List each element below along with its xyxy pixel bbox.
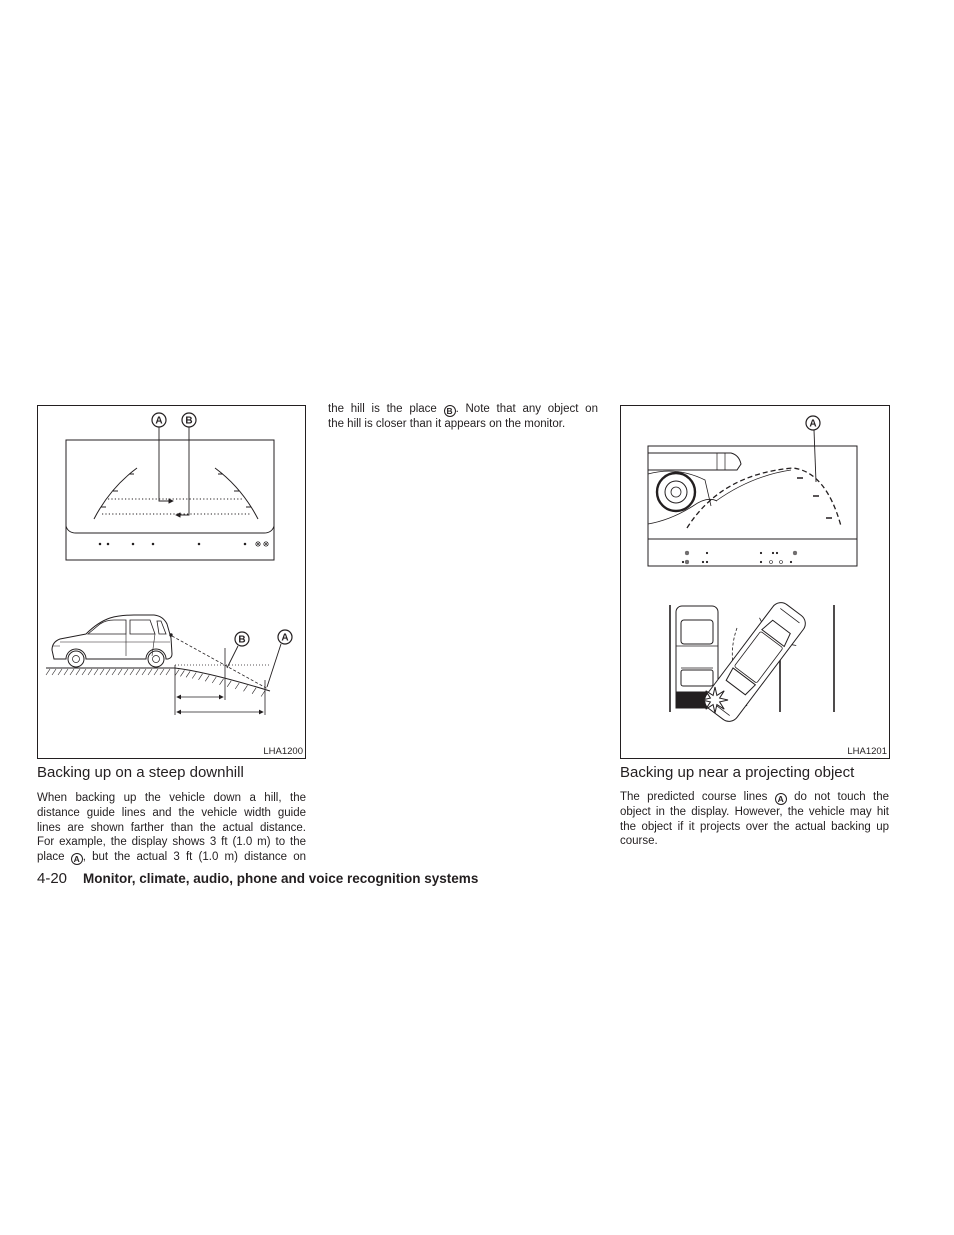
bumper bbox=[648, 453, 741, 470]
monitor-frame bbox=[648, 446, 857, 566]
text-line: object in the display. However, the vehicle may hit bbox=[620, 806, 889, 818]
middle-column-text bbox=[328, 402, 598, 432]
bumper-sections bbox=[717, 453, 725, 470]
text-line bbox=[328, 402, 598, 417]
vehicle-edge-line bbox=[716, 470, 791, 501]
page-number: 4-20 bbox=[37, 870, 68, 887]
chapter-title: Monitor, climate, audio, phone and voice recognition systems bbox=[83, 871, 479, 886]
text-line: the object if it projects over the actual backing up bbox=[620, 820, 889, 833]
tire bbox=[657, 473, 695, 511]
guide-line-right bbox=[215, 468, 258, 519]
vehicle-body bbox=[52, 615, 172, 659]
text-line bbox=[620, 790, 889, 805]
collision-star bbox=[702, 687, 728, 713]
text-segment: , but the actual 3 ft (1.0 m) distance on bbox=[82, 851, 306, 864]
text-line: course. bbox=[620, 835, 658, 848]
text-line: For example, the display shows 3 ft (1.0 m) to the bbox=[37, 836, 306, 849]
lower-callout-b-label: B bbox=[238, 634, 246, 646]
section-heading-steep-downhill: Backing up on a steep downhill bbox=[37, 764, 244, 781]
callout-a-label: A bbox=[809, 418, 817, 430]
monitor-display bbox=[648, 446, 857, 566]
guide-line-left bbox=[94, 468, 137, 519]
lower-callout-a-label: A bbox=[281, 632, 289, 644]
body-lower-line bbox=[648, 499, 717, 524]
page-footer bbox=[37, 870, 478, 887]
text-segment: the hill is the place bbox=[328, 403, 437, 415]
course-ticks bbox=[797, 478, 832, 518]
vehicle-side-view bbox=[52, 615, 172, 667]
lower-callout-a-leader bbox=[267, 644, 281, 687]
callout-a-label: A bbox=[155, 415, 163, 427]
camera-view-line bbox=[172, 636, 268, 689]
section-heading-projecting-object: Backing up near a projecting object bbox=[620, 764, 855, 781]
predicted-course-line bbox=[687, 468, 841, 528]
text-segment: place bbox=[37, 851, 65, 864]
downhill-slope-line bbox=[175, 668, 270, 691]
wheel-rim bbox=[665, 481, 687, 503]
dimension-extension-lines bbox=[175, 648, 265, 715]
rear-camera bbox=[170, 634, 172, 636]
callout-a-reference: A bbox=[775, 793, 787, 805]
monitor-display bbox=[66, 440, 274, 560]
lower-callouts bbox=[227, 630, 292, 687]
text-line bbox=[37, 850, 306, 865]
callout-b-reference: B bbox=[444, 405, 456, 417]
downhill-illustration bbox=[38, 406, 305, 758]
figure-steep-downhill bbox=[37, 405, 306, 759]
upper-callouts bbox=[152, 413, 196, 515]
text-line: distance guide lines and the vehicle width guide bbox=[37, 806, 306, 819]
front-wheel bbox=[68, 651, 84, 667]
parking-scene bbox=[670, 596, 834, 728]
rear-wheel bbox=[148, 651, 164, 667]
camera-sight-lines bbox=[172, 636, 270, 715]
ground-hatch bbox=[46, 669, 265, 697]
text-segment: do not touch the bbox=[794, 791, 890, 803]
text-line: the hill is closer than it appears on the monitor. bbox=[328, 418, 566, 430]
figure-code-label: LHA1200 bbox=[263, 746, 303, 757]
projecting-object-body-text bbox=[620, 790, 889, 849]
figure-code-label: LHA1201 bbox=[847, 746, 887, 757]
status-icons bbox=[682, 551, 797, 564]
rear-wheel-hub bbox=[153, 656, 160, 663]
bumper-line bbox=[66, 526, 274, 533]
steep-downhill-body-text bbox=[37, 791, 306, 865]
wheel-hub bbox=[671, 487, 681, 497]
callout-a-leader bbox=[814, 430, 816, 482]
text-segment: The predicted course lines bbox=[620, 791, 768, 803]
monitor-frame bbox=[66, 440, 274, 560]
projecting-object-illustration bbox=[621, 406, 889, 758]
text-line: When backing up the vehicle down a hill, the bbox=[37, 792, 306, 804]
text-segment: . Note that any object on bbox=[455, 403, 598, 415]
ground bbox=[46, 668, 270, 697]
callout-a-reference: A bbox=[71, 853, 83, 865]
status-icons bbox=[99, 542, 268, 546]
upper-callouts bbox=[806, 416, 820, 482]
callout-a-leader bbox=[159, 427, 173, 501]
text-line: lines are shown farther than the actual distance. bbox=[37, 821, 306, 834]
figure-projecting-object bbox=[620, 405, 890, 759]
callout-b-label: B bbox=[185, 415, 193, 427]
front-wheel-hub bbox=[73, 656, 80, 663]
